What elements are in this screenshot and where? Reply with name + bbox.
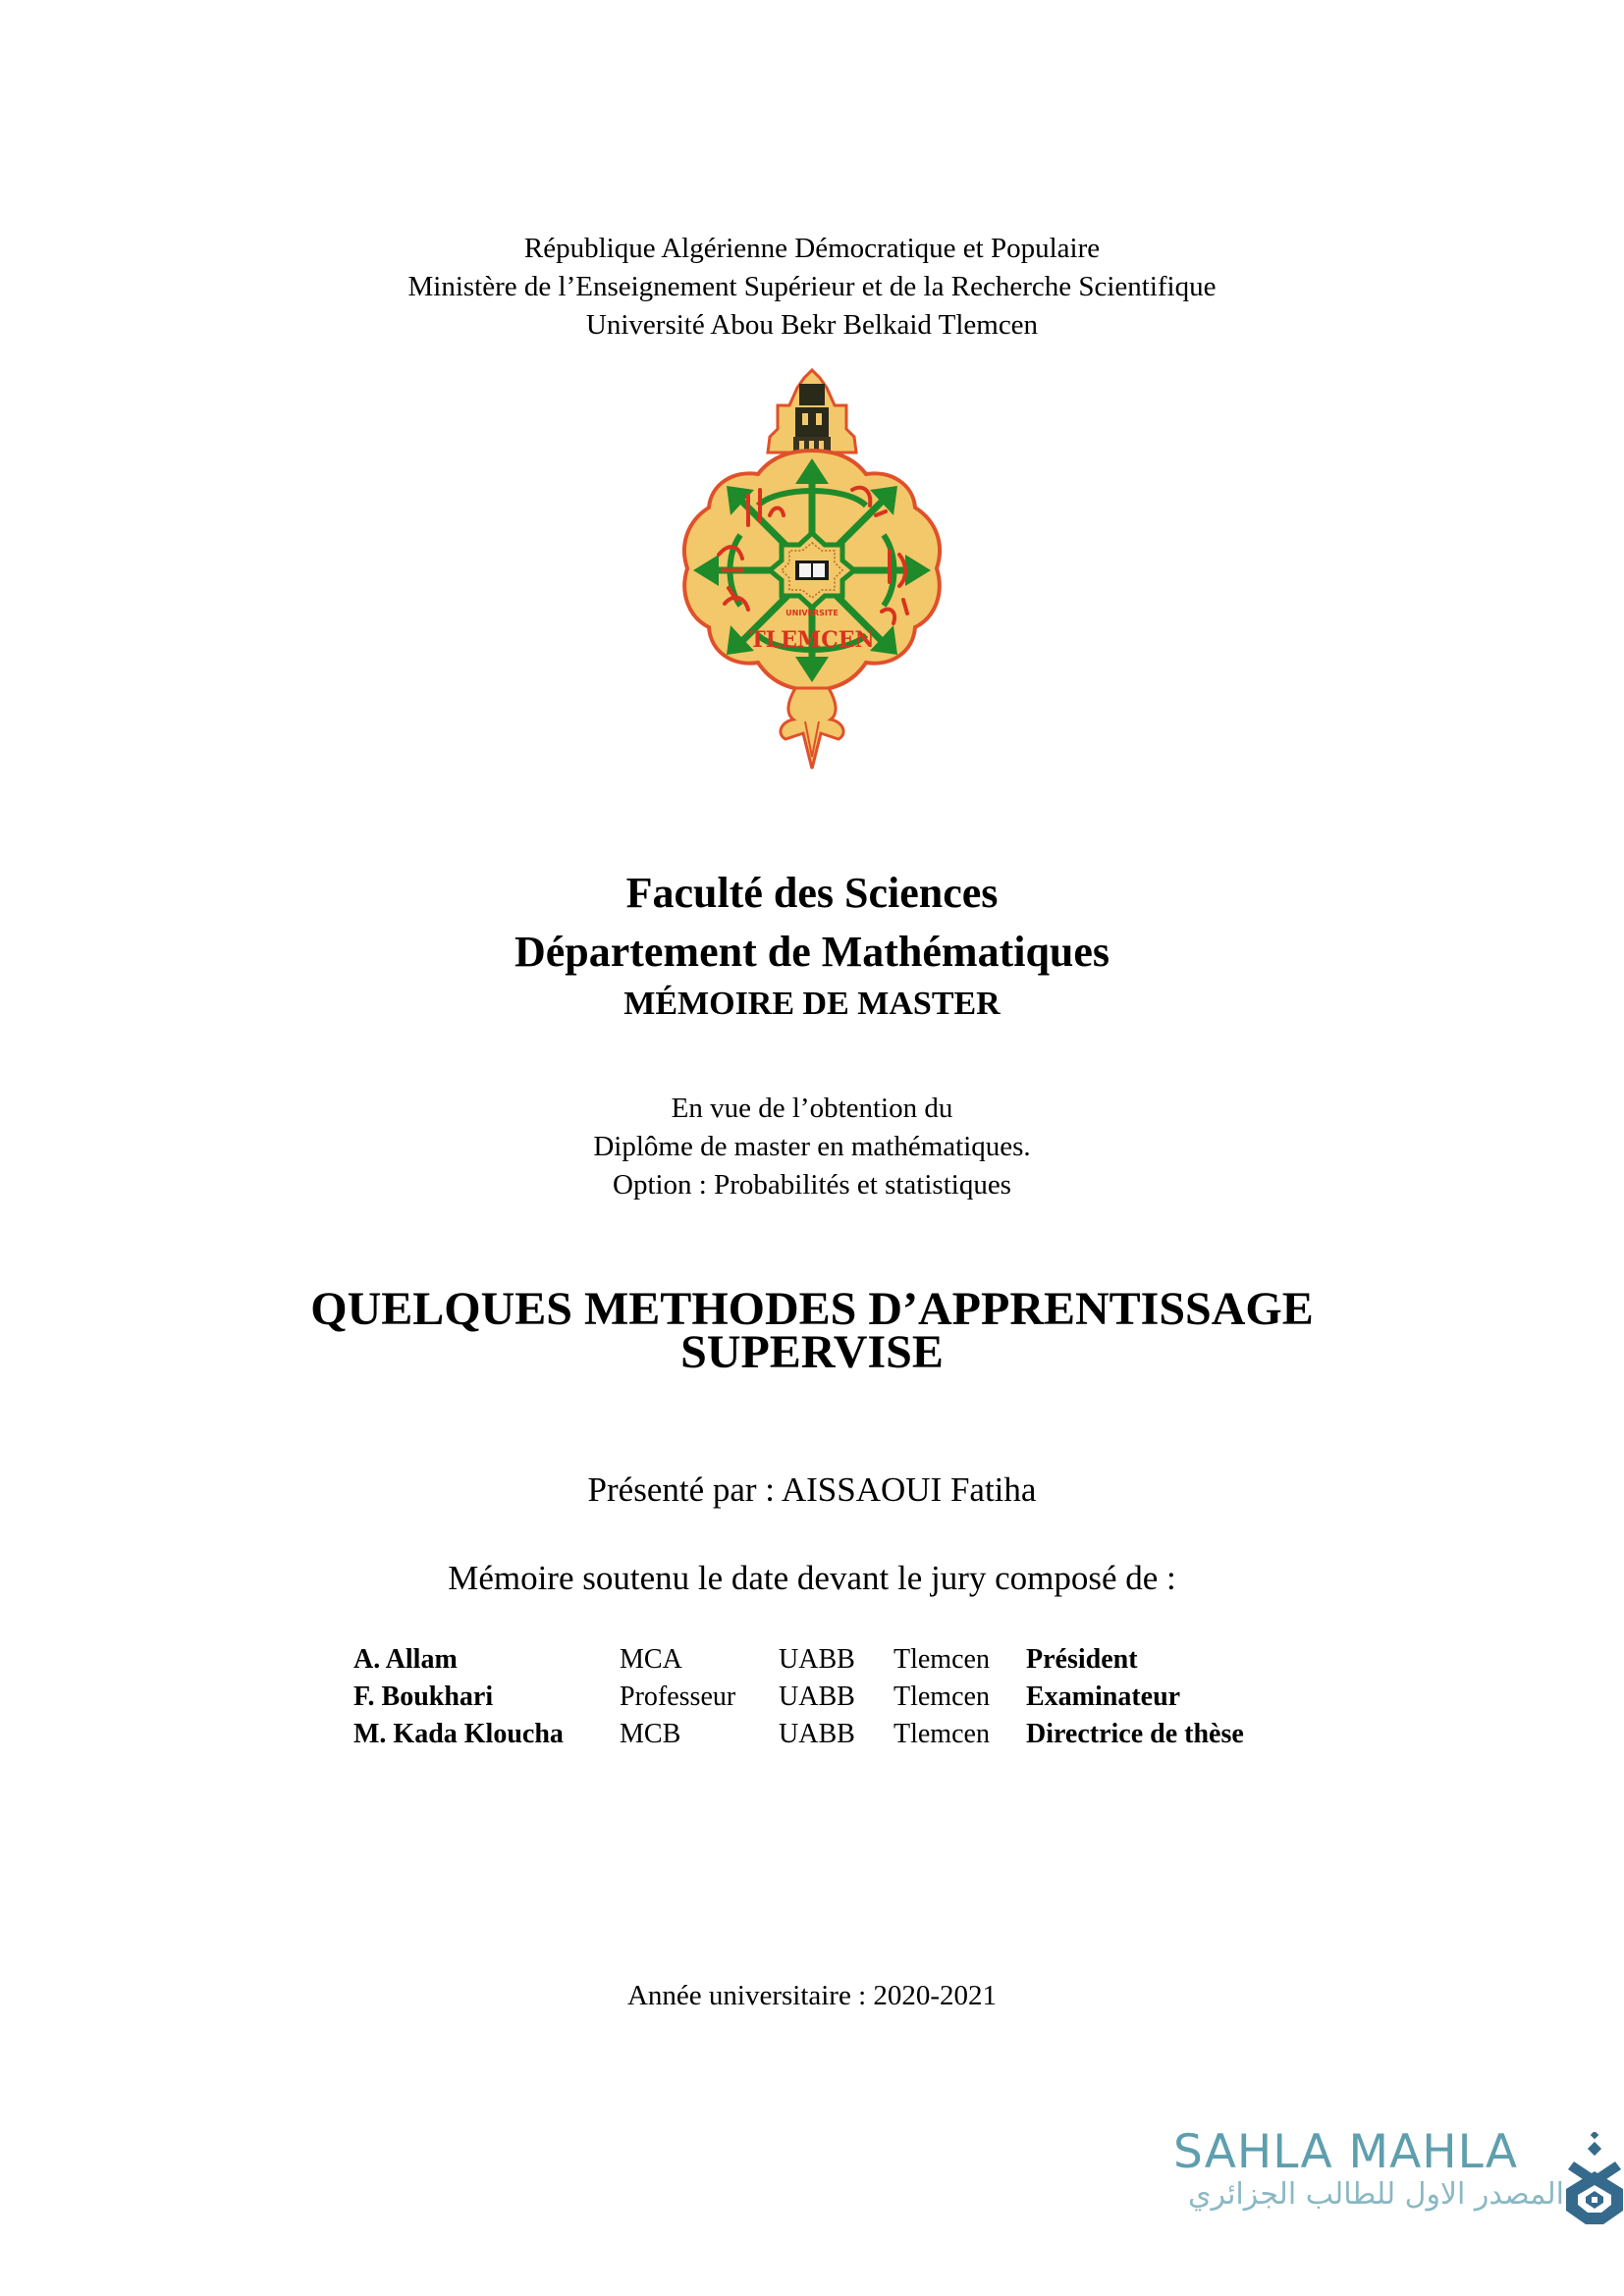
- jury-role: Examinateur: [1026, 1682, 1181, 1712]
- jury-name: A. Allam: [353, 1644, 458, 1675]
- svg-text:TLEMCEN: TLEMCEN: [749, 627, 875, 653]
- svg-text:UNIVERSITE: UNIVERSITE: [785, 609, 839, 617]
- jury-row: [353, 1716, 1244, 1753]
- jury-name: F. Boukhari: [353, 1682, 494, 1712]
- jury-row: [353, 1679, 1244, 1716]
- department-name: Département de Mathématiques: [514, 928, 1110, 976]
- jury-university: UABB: [779, 1682, 855, 1712]
- option-line: Option : Probabilités et statistiques: [613, 1169, 1011, 1201]
- jury-intro: Mémoire soutenu le date devant le jury composé de :: [448, 1559, 1176, 1597]
- thesis-title: [0, 1283, 1624, 1378]
- jury-university: UABB: [779, 1719, 855, 1749]
- jury-row: [353, 1641, 1244, 1679]
- republic-line: République Algérienne Démocratique et Populaire: [523, 233, 1101, 264]
- jury-university: UABB: [779, 1644, 855, 1675]
- institution-header: [0, 230, 1624, 345]
- jury-grade: Professeur: [620, 1682, 736, 1712]
- sahla-mahla-emblem-icon: [1564, 2132, 1624, 2228]
- thesis-title-line-2: SUPERVISE: [680, 1326, 944, 1378]
- watermark-brand: SAHLA MAHLA: [1173, 2125, 1519, 2179]
- academic-year: Année universitaire : 2020-2021: [626, 1980, 998, 2011]
- diploma-line: Diplôme de master en mathématiques.: [593, 1131, 1031, 1162]
- sahla-mahla-watermark: [1173, 2110, 1624, 2228]
- jury-role: Président: [1026, 1644, 1138, 1675]
- jury-city: Tlemcen: [893, 1719, 990, 1749]
- ministry-line: Ministère de l’Enseignement Supérieur et de la Recherche Scientifique: [407, 271, 1217, 302]
- watermark-tagline: المصدر الاول للطالب الجزائري: [1188, 2177, 1564, 2212]
- university-line: Université Abou Bekr Belkaid Tlemcen: [585, 309, 1039, 341]
- jury-city: Tlemcen: [893, 1682, 990, 1712]
- obtention-line: En vue de l’obtention du: [671, 1093, 953, 1124]
- university-tlemcen-emblem-icon: [679, 368, 945, 771]
- degree-type: MÉMOIRE DE MASTER: [623, 986, 1001, 1022]
- jury-grade: MCB: [620, 1719, 681, 1749]
- presented-by: Présenté par : AISSAOUI Fatiha: [587, 1470, 1037, 1509]
- jury-city: Tlemcen: [893, 1644, 990, 1675]
- jury-role: Directrice de thèse: [1026, 1719, 1244, 1749]
- degree-purpose: [0, 1090, 1624, 1204]
- jury-name: M. Kada Kloucha: [353, 1719, 564, 1749]
- faculty-heading: [0, 864, 1624, 982]
- jury-table: [353, 1641, 1244, 1753]
- jury-grade: MCA: [620, 1644, 682, 1675]
- thesis-title-line-1: QUELQUES METHODES D’APPRENTISSAGE: [310, 1283, 1314, 1335]
- faculty-name: Faculté des Sciences: [625, 869, 999, 917]
